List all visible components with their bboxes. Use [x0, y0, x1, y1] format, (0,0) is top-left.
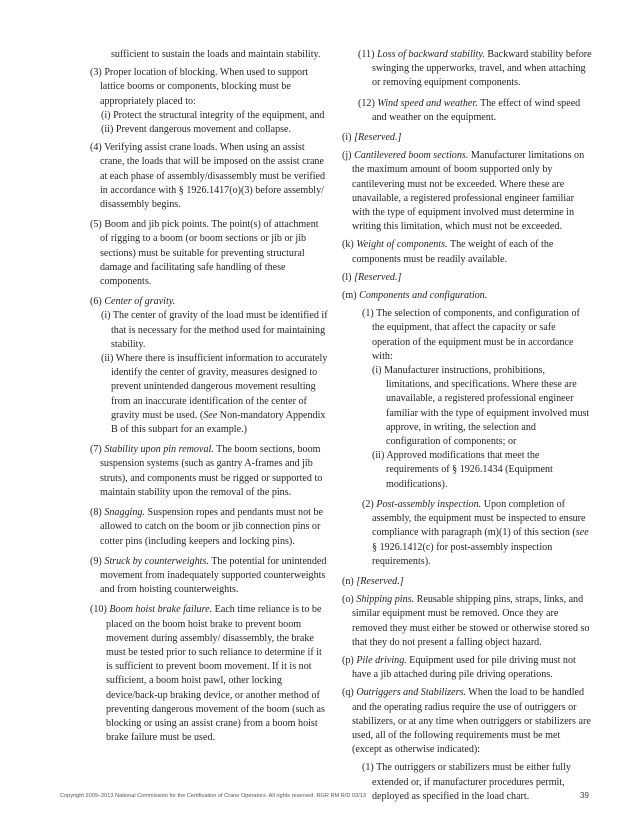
- item-6: [90, 295, 328, 309]
- item-text: Suspension ropes and pendants must not be allowed to catch on the boom or jib connection pins or cotter pins (including keepers and locking pins).: [100, 507, 323, 547]
- item-title: Cantilevered boom sections.: [354, 150, 469, 162]
- item-title: Pile driving.: [356, 654, 407, 666]
- item-m-1-i: [342, 364, 592, 449]
- item-text: The effect of wind speed and weather on the equipment.: [372, 97, 581, 123]
- item-text: Where there is insufficient information to accurately identify the center of gravity, measures designed to prevent unintended dangerous movement resulting from an inaccurate identification of the center of gravity must be used. (: [111, 353, 328, 421]
- item-text: When the load to be handled and the operating radius require the use of outriggers or stabilizers, or at any time when outriggers or stabilizers are used, all of the following requirements must be met (except as otherwise indicated):: [352, 687, 591, 756]
- item-title: Post-assembly inspection.: [376, 498, 482, 510]
- item-title: Components and configuration.: [359, 290, 488, 302]
- item-text-after: § 1926.1412(c) for post-assembly inspection requirements).: [372, 541, 553, 567]
- item-title: Outriggers and Stabilizers.: [356, 687, 466, 699]
- item-label: (6): [90, 296, 102, 308]
- item-text: Protect the structural integrity of the equipment, and: [113, 109, 325, 121]
- item-label: (ii): [101, 353, 114, 365]
- item-3-ii: [90, 123, 328, 137]
- item-text: Each time reliance is to be placed on the boom hoist brake to prevent boom movement during assembly/ disassembly, the brake must be tested prior to such reliance to determine if it is sufficient to prevent boom movement. If it is not sufficient, a boom hoist pawl, other locking device/back-up braking device, or another method of preventing dangerous movement of the boom (such as blocking or using an assist crane) from a boom hoist brake failure must be used.: [106, 604, 325, 744]
- item-o: [342, 593, 592, 650]
- item-5: [90, 218, 328, 289]
- item-label: (9): [90, 555, 102, 567]
- item-title: Center of gravity.: [104, 296, 176, 308]
- item-m-1-ii: [342, 449, 592, 492]
- item-8: [90, 506, 328, 549]
- see-reference: See: [203, 409, 218, 421]
- item-text: Upon completion of assembly, the equipment must be inspected to ensure compliance with paragraph (m)(1) of this section (: [372, 498, 586, 539]
- item-label: (i): [342, 132, 352, 144]
- page-number: 39: [580, 791, 589, 800]
- item-text: Approved modifications that meet the requirements of § 1926.1434 (Equipment modifications).: [386, 450, 553, 490]
- item-label: (3): [90, 67, 102, 79]
- item-q-1: [342, 761, 592, 804]
- item-3-i: [90, 109, 328, 123]
- item-i: [342, 131, 592, 145]
- item-7: [90, 443, 328, 500]
- see-reference: see: [575, 527, 589, 539]
- item-label: (10): [90, 604, 107, 616]
- item-text: The center of gravity of the load must be identified if that is necessary for the method used for maintaining stability.: [111, 310, 328, 350]
- item-label: (7): [90, 444, 102, 456]
- item-9: [90, 555, 328, 598]
- item-text: The outriggers or stabilizers must be either fully extended or, if manufacturer procedures permit, deployed as specified in the load chart.: [372, 762, 571, 802]
- item-text: Backward stability before swinging the upperworks, travel, and when attaching or removing equipment components.: [372, 49, 592, 89]
- item-label: (l): [342, 271, 352, 283]
- item-m-1: [342, 307, 592, 364]
- item-10: [90, 603, 328, 745]
- item-text: Prevent dangerous movement and collapse.: [115, 124, 292, 136]
- item-j: [342, 149, 592, 234]
- item-n: [342, 575, 592, 589]
- item-p: [342, 654, 592, 682]
- item-label: (ii): [372, 450, 385, 462]
- item-label: (4): [90, 142, 102, 154]
- item-label: (1): [362, 762, 374, 774]
- item-title: Wind speed and weather.: [377, 97, 478, 109]
- item-title: Boom hoist brake failure.: [109, 604, 213, 616]
- item-title: [Reserved.]: [354, 132, 402, 144]
- item-text: Equipment used for pile driving must not have a jib attached during pile driving operations.: [352, 654, 576, 681]
- item-title: [Reserved.]: [356, 575, 404, 587]
- item-q: [342, 686, 592, 757]
- item-label: (i): [101, 310, 111, 322]
- right-column: [342, 48, 592, 804]
- item-text: The selection of components, and configuration of the equipment, that affect the capacity or safe operation of the equipment must be in accordance with:: [372, 308, 580, 362]
- item-text: The potential for unintended movement from inadequately supported counterweights and from hoisting counterweights.: [100, 555, 327, 596]
- item-label: (8): [90, 507, 102, 519]
- item-label: (k): [342, 239, 354, 251]
- item-text: Proper location of blocking. When used to support lattice booms or components, blocking must be appropriately placed to:: [100, 67, 309, 107]
- item-m-2: [342, 498, 592, 569]
- item-title: Loss of backward stability.: [376, 49, 485, 60]
- item-4: [90, 141, 328, 212]
- item-text: Manufacturer instructions, prohibitions, limitations, and specifications. Where these are unavailable, a registered professional engineer familiar with the type of equipment involved must approve, in writing, the selection and configuration of components; or: [384, 365, 590, 448]
- item-title: Snagging.: [104, 507, 145, 519]
- item-text-after: Non-mandatory Appendix B of this subpart for an example.): [111, 409, 326, 436]
- item-3: [90, 66, 328, 109]
- item-text: Verifying assist crane loads. When using an assist crane, the loads that will be imposed on the assist crane at each phase of assembly/disassembly must be verified in accordance with § 1926.1417(o)(3) before assembly/ disassembly begins.: [100, 142, 326, 211]
- item-12: [342, 97, 592, 125]
- item-label: (q): [342, 687, 354, 699]
- item-label: (i): [372, 365, 382, 377]
- item-label: (j): [342, 150, 352, 162]
- item-label: (p): [342, 654, 354, 666]
- item-l: [342, 271, 592, 285]
- item-6-ii: [90, 352, 328, 437]
- item-label: (n): [342, 575, 354, 587]
- item-label: (2): [362, 498, 374, 510]
- item-11: [342, 48, 592, 91]
- item-label: (5): [90, 219, 102, 231]
- footer-copyright: Copyright 2009–2013 National Commission for the Certification of Crane Operators. All rights reserved. RGR RM R/D 03/13: [60, 793, 366, 799]
- item-label: (i): [101, 109, 111, 121]
- item-label: (ii): [101, 124, 114, 136]
- item-text: Boom and jib pick points. The point(s) of attachment of rigging to a boom (or boom sections or jib or jib sections) must be suitable for preventing structural damage and facilitating safe handling of these components.: [100, 219, 319, 288]
- left-column: [90, 48, 328, 745]
- item-m: [342, 289, 592, 303]
- item-k: [342, 238, 592, 266]
- item-title: Stability upon pin removal.: [104, 444, 214, 456]
- item-title: Struck by counterweights.: [104, 555, 209, 567]
- item-title: Weight of components.: [356, 239, 448, 251]
- item-label: (o): [342, 594, 354, 606]
- item-title: Shipping pins.: [356, 594, 415, 606]
- item-text: The weight of each of the components must be readily available.: [352, 239, 554, 265]
- item-text: Reusable shipping pins, straps, links, and similar equipment must be removed. Once they are removed they must either be stowed or otherwise stored so that they do not present a falling object hazard.: [352, 594, 590, 648]
- item-text: Manufacturer limitations on the maximum amount of boom supported only by cantilevering must not be exceeded. Where these are unavailable, a registered professional engineer familiar with the type of equipment involved must determine in writing this limitation, which must not be exceeded.: [352, 150, 585, 233]
- item-title: [Reserved.]: [354, 271, 402, 283]
- item-6-i: [90, 309, 328, 352]
- item-label: (1): [362, 308, 374, 320]
- item-2-continuation: sufficient to sustain the loads and maintain stability.: [111, 49, 321, 60]
- item-label: (m): [342, 290, 357, 302]
- item-text: The boom sections, boom suspension systems (such as gantry A-frames and jib struts), and components must be rigged or supported to maintain stability upon the removal of the pins.: [100, 444, 323, 498]
- item-label: (11): [358, 49, 375, 60]
- item-label: (12): [358, 97, 375, 109]
